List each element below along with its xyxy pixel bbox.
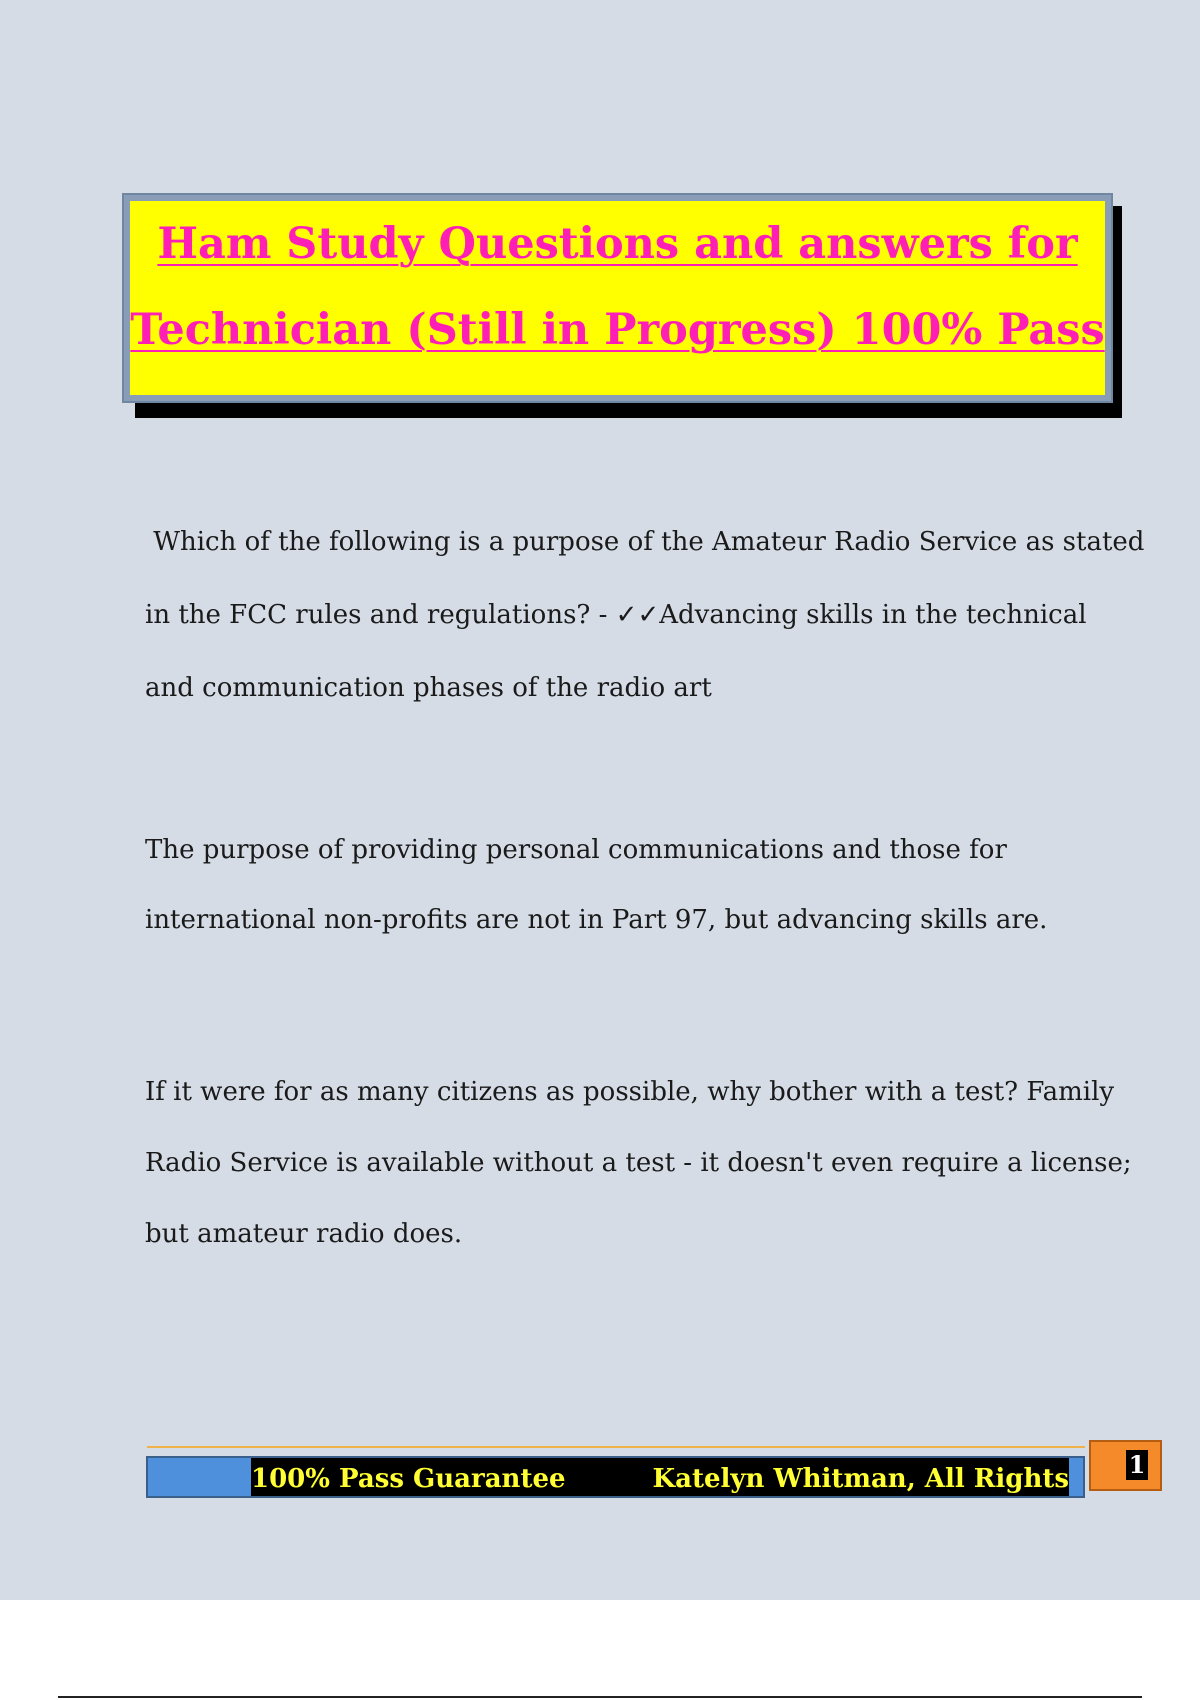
paragraph-line: Radio Service is available without a test - it doesn't even require a license; <box>145 1148 1132 1178</box>
document-title-line-1: Ham Study Questions and answers for <box>157 219 1078 269</box>
document-title-line-2: Technician (Still in Progress) 100% Pass <box>130 305 1105 355</box>
footer-rule <box>147 1446 1085 1448</box>
paragraph-line: but amateur radio does. <box>145 1219 463 1249</box>
paragraph-line: If it were for as many citizens as possible, why bother with a test? Family <box>145 1077 1115 1107</box>
question-paragraph <box>145 506 1145 725</box>
explanation-paragraph <box>145 815 1105 955</box>
paragraph-line: Which of the following is a purpose of the Amateur Radio Service as stated <box>145 527 1145 557</box>
title-box <box>124 195 1111 401</box>
next-page-rule <box>58 1696 1142 1698</box>
footer-left-text: 100% Pass Guarantee <box>251 1464 566 1494</box>
paragraph-line: international non-profits are not in Part 97, but advancing skills are. <box>145 905 1048 935</box>
footer-right-text: Katelyn Whitman, All Rights <box>652 1464 1069 1494</box>
paragraph-line: in the FCC rules and regulations? - ✓✓Advancing skills in the technical <box>145 600 1087 630</box>
paragraph-line: and communication phases of the radio art <box>145 673 712 703</box>
page-number: 1 <box>1126 1450 1148 1480</box>
paragraph-line: The purpose of providing personal communications and those for <box>145 835 1007 865</box>
explanation-paragraph <box>145 1057 1132 1270</box>
